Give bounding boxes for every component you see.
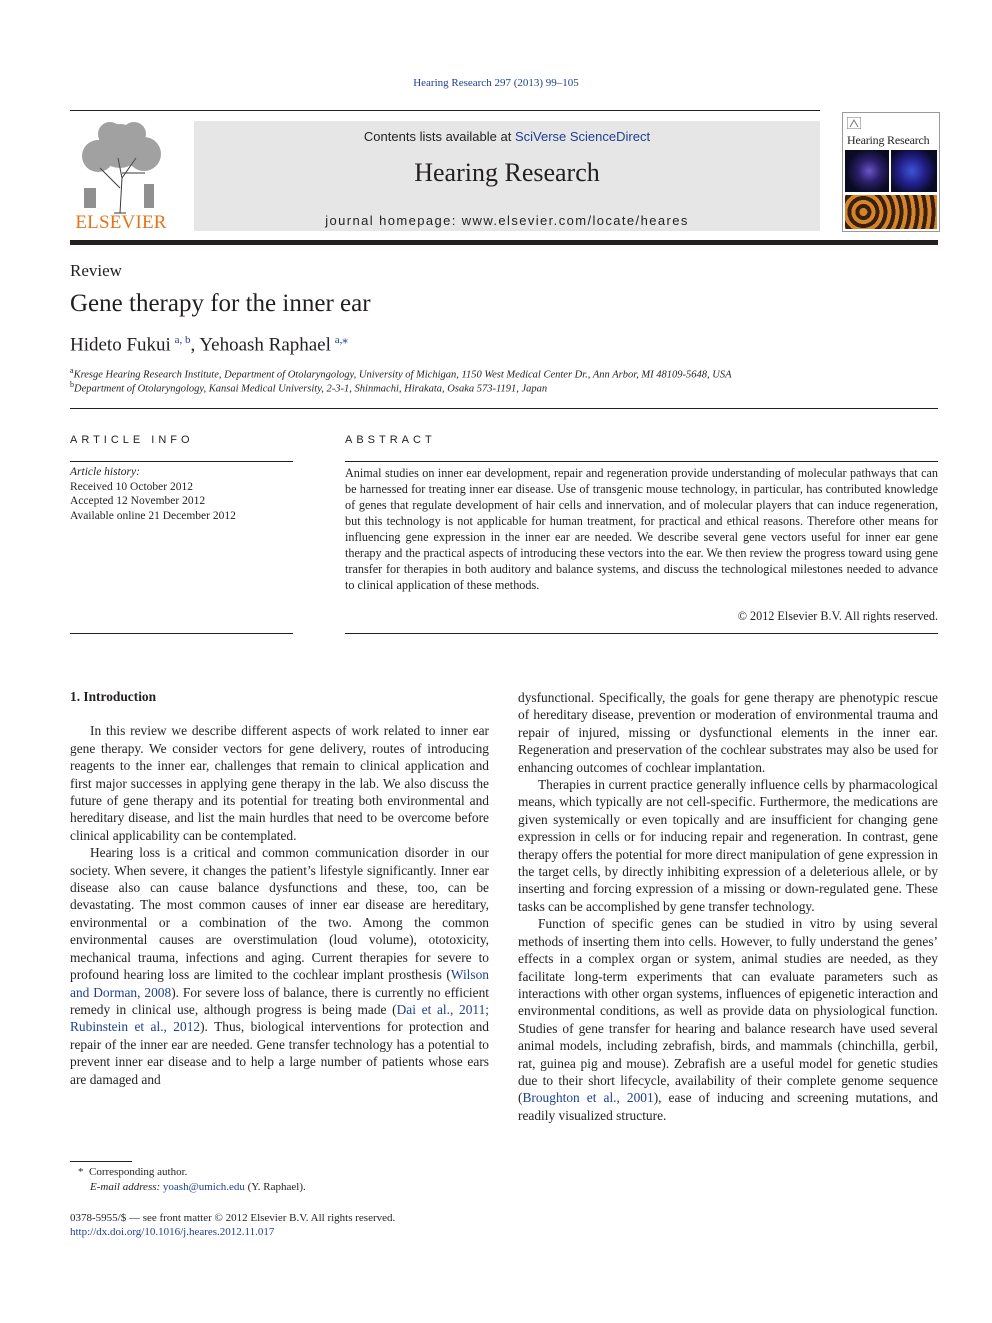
abstract-rule: [345, 461, 938, 462]
doi-link[interactable]: http://dx.doi.org/10.1016/j.heares.2012.11.017: [70, 1226, 275, 1238]
header-rule: [70, 110, 820, 111]
header-thick-rule: [70, 240, 938, 245]
copyright-notice: © 2012 Elsevier B.V. All rights reserved.: [737, 609, 938, 623]
paragraph-text: Function of specific genes can be studied in vitro by using several methods of inserting them into cells. However, to fully understand the genes’ effects in a complex organ or system, animal studies are needed, as they facilitate long-term experiments that can evaluate parameters such as interactions with other organ systems, influences of epigenetic interaction and environmental conditions, as well as provide data on physiological function. Studies of gene transfer for hearing and balance research have used several animal models, including zebrafish, birds, and mammals (chinchilla, gerbil, rat, guinea pig and mouse). Zebrafish are a useful model for genetic studies due to their short lifecycle, availability of their complete genome sequence (: [518, 916, 938, 1106]
affiliation: [70, 366, 731, 381]
abstract-text: Animal studies on inner ear development, repair and regeneration provide understanding of molecular pathways that can be harnessed for treating inner ear disease. Use of transgenic mouse technology, in particular, has contributed knowledge of genes that regulate development of hair cells and innervation, and of molecular players that can induce regeneration, but this technology is not applicable for human treatment, for practical and ethical reasons. Therefore other means for influencing gene expression in the inner ear are needed. We describe several gene vectors useful for inner ear gene therapy and the practical aspects of introducing these vectors into the ear. We then review the progress toward using gene transfer for therapies in both auditory and balance systems, and discuss the technological milestones needed to advance to clinical application of these methods.: [345, 466, 938, 592]
author-name[interactable]: Yehoash Raphael: [199, 334, 331, 356]
front-matter-line: 0378-5955/$ — see front matter © 2012 Elsevier B.V. All rights reserved.: [70, 1212, 396, 1224]
article-info-rule: [70, 633, 293, 634]
email-suffix: (Y. Raphael).: [244, 1181, 306, 1193]
cover-image-hair-cells: [845, 195, 937, 229]
homepage-prefix: journal homepage:: [325, 213, 462, 228]
journal-cover-thumbnail[interactable]: [842, 112, 940, 232]
elsevier-logo: [70, 118, 172, 234]
body-paragraph: Therapies in current practice generally influence cells by pharmacological means, which typically are not cell-specific. Furthermore, the medications are given systemically or even topically and are insufficient for changing gene expression in cells or for inducing repair and regeneration. In contrast, gene therapy offers the potential for more direct manipulation of gene expression in the target cells, by directly inhibiting expression of a deleterious allele, or by inserting and forcing expression of a missing or down-regulated gene. These tasks can be accomplished by gene transfer technology.: [518, 777, 938, 914]
contents-prefix: Contents lists available at: [363, 129, 515, 144]
author-separator: ,: [190, 334, 200, 356]
affiliation-text: Kresge Hearing Research Institute, Department of Otolaryngology, University of Michigan, 1150 West Medical Center Dr., Ann Arbor, MI 48109-5648, USA: [73, 369, 732, 381]
author-affiliation-marks[interactable]: a,⁎: [334, 334, 348, 346]
cover-title: Hearing Research: [847, 133, 930, 147]
author-affiliation-marks[interactable]: a, b: [174, 334, 191, 346]
citation-link[interactable]: Broughton et al., 2001: [522, 1090, 654, 1106]
homepage-url[interactable]: www.elsevier.com/locate/heares: [461, 213, 689, 228]
footnote-rule: [70, 1161, 132, 1162]
elsevier-wordmark: ELSEVIER: [75, 212, 167, 233]
journal-banner: [194, 121, 820, 231]
email-note: [90, 1181, 306, 1193]
abstract-heading: ABSTRACT: [345, 434, 436, 446]
sciencedirect-link[interactable]: SciVerse ScienceDirect: [514, 129, 651, 144]
journal-homepage: [194, 213, 820, 228]
article-history: [70, 465, 236, 523]
affiliation-mark: b: [70, 380, 74, 389]
body-paragraph: dysfunctional. Specifically, the goals for gene therapy are phenotypic rescue of hereditary disease, prevention or moderation of environmental trauma and repair of injured, missing or dysfunctional elements in the inner ear. Regeneration and preservation of the cochlear substrates may also be used for enhancing outcomes of cochlear implantation.: [518, 690, 938, 775]
body-paragraph: [70, 844, 489, 1088]
email-label: E-mail address:: [90, 1181, 161, 1193]
affiliation-text: Department of Otolaryngology, Kansai Medical University, 2-3-1, Shinmachi, Hirakata, Osaka 573-1191, Japan: [74, 383, 548, 395]
article-info-heading: ARTICLE INFO: [70, 434, 194, 446]
affiliation: [70, 380, 547, 395]
body-column-left: [70, 688, 489, 1088]
title-rule: [70, 408, 938, 409]
elsevier-tree-icon: [70, 118, 172, 214]
article-type: Review: [70, 261, 122, 280]
paragraph-text: ), ease of inducing and screening mutations, and readily visualized structure.: [518, 1090, 938, 1123]
footnote-text: Corresponding author.: [89, 1166, 188, 1178]
citation-link[interactable]: Dai et al., 2011; Rubinstein et al., 2012: [70, 1001, 490, 1035]
email-link[interactable]: yoash@umich.edu: [162, 1181, 245, 1193]
journal-citation[interactable]: Hearing Research 297 (2013) 99–105: [413, 77, 579, 89]
contents-line: [194, 129, 820, 144]
corresponding-author-note: [78, 1166, 187, 1178]
body-paragraph: In this review we describe different aspects of work related to inner ear gene therapy. We consider vectors for gene delivery, routes of introducing reagents to the inner ear, challenges that remain to clinical application and first major successes in applying gene therapy in the lab. We also discuss the future of gene therapy and its potential for treating both environmental and hereditary disease, and list the main hurdles that need to be overcome before clinical applicability can be contemplated.: [70, 723, 489, 843]
section-heading: 1. Introduction: [70, 689, 157, 704]
affiliation-mark: a: [70, 366, 74, 375]
article-title: Gene therapy for the inner ear: [70, 290, 371, 317]
footnote-mark: *: [78, 1166, 84, 1178]
paragraph-text: Hearing loss is a critical and common communication disorder in our society. When severe, it changes the patient’s lifestyle significantly. Inner ear disease also can cause balance dysfunctions and these, too, can be devastating. The most common causes of inner ear disease are hereditary, environmental or a combination of the two. Among the common environmental causes are overstimulation (loud volume), ototoxicity, mechanical trauma, infections and aging. Current therapies for severe to profound hearing loss are limited to the cochlear implant prosthesis (: [70, 845, 489, 983]
paragraph-text: ). For severe loss of balance, there is currently no efficient remedy in clinical use, although progress is being made (: [70, 984, 489, 1017]
accepted-date: Accepted 12 November 2012: [70, 495, 206, 507]
citation-link[interactable]: Wilson and Dorman, 2008: [70, 967, 489, 1000]
body-paragraph: [518, 915, 938, 1124]
body-column-right: [518, 689, 938, 1124]
journal-name: Hearing Research: [414, 158, 600, 187]
paragraph-text: ). Thus, biological interventions for protection and repair of the inner ear are needed. Gene transfer technology has a potential to prevent inner ear disease and to help a large number of patients whose ears are damaged and: [70, 1019, 489, 1087]
cover-image-stain: [891, 150, 937, 192]
abstract-rule: [345, 633, 938, 634]
author-name[interactable]: Hideto Fukui: [70, 334, 171, 356]
author-list: [70, 333, 348, 356]
received-date: Received 10 October 2012: [70, 480, 193, 493]
article-info-rule: [70, 461, 293, 462]
cover-logo-icon: [847, 117, 861, 129]
history-label: Article history:: [70, 466, 140, 478]
online-date: Available online 21 December 2012: [70, 509, 236, 522]
cover-image-cochlea: [845, 150, 889, 192]
